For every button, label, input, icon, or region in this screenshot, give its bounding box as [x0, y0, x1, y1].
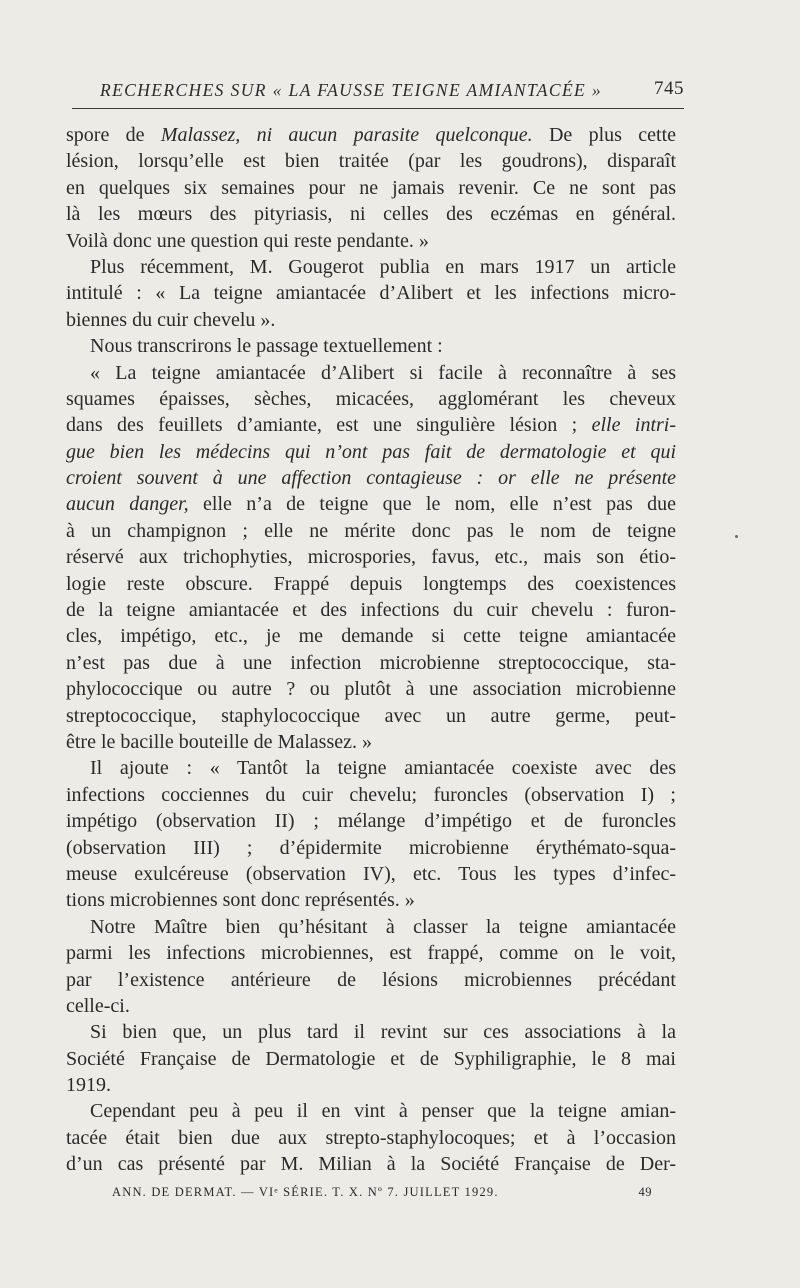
text-line: en quelques six semaines pour ne jamais revenir. Ce ne sont pas	[66, 176, 676, 199]
text-line: cles, impétigo, etc., je me demande si cette teigne amiantacée	[66, 625, 676, 648]
text-line: 1919.	[66, 1074, 111, 1097]
text-line: squames épaisses, sèches, micacées, agglomérant les cheveux	[66, 387, 676, 410]
text-line: là les mœurs des pityriasis, ni celles des eczémas en général.	[66, 203, 676, 226]
page-number: 745	[654, 78, 684, 99]
running-header	[72, 76, 684, 109]
text-line: Il ajoute : « Tantôt la teigne amiantacée coexiste avec des	[90, 757, 676, 780]
text-line: meuse exulcéreuse (observation IV), etc. Tous les types d’infec-	[66, 862, 676, 885]
text-line: croient souvent à une affection contagieuse : or elle ne présente	[66, 467, 676, 490]
text-line: impétigo (observation II) ; mélange d’impétigo et de furoncles	[66, 810, 676, 833]
text-line: Plus récemment, M. Gougerot publia en mars 1917 un article	[90, 255, 676, 278]
text-line: à un champignon ; elle ne mérite donc pas le nom de teigne	[66, 519, 676, 542]
text-line: Si bien que, un plus tard il revint sur ces associations à la	[90, 1021, 676, 1044]
text-line: Voilà donc une question qui reste pendante. »	[66, 229, 429, 252]
text-line: parmi les infections microbiennes, est frappé, comme on le voit,	[66, 942, 676, 965]
text-line: tacée était bien due aux strepto-staphylocoques; et à l’occasion	[66, 1126, 676, 1149]
text-line: de la teigne amiantacée et des infections du cuir chevelu : furon-	[66, 599, 676, 622]
text-line: Cependant peu à peu il en vint à penser que la teigne amian-	[90, 1100, 676, 1123]
text-line: tions microbiennes sont donc représentés. »	[66, 889, 415, 912]
journal-reference: ANN. DE DERMAT. — VIᵉ SÉRIE. T. X. Nº 7. JUILLET 1929.	[112, 1185, 499, 1199]
text-line: Société Française de Dermatologie et de Syphiligraphie, le 8 mai	[66, 1047, 676, 1070]
running-title: RECHERCHES SUR « LA FAUSSE TEIGNE AMIANTACÉE »	[100, 80, 603, 100]
text-line: biennes du cuir chevelu ».	[66, 308, 276, 331]
text-line: phylococcique ou autre ? ou plutôt à une association microbienne	[66, 678, 676, 701]
text-line: réservé aux trichophyties, microspories, favus, etc., mais son étio-	[66, 546, 676, 569]
text-line: d’un cas présenté par M. Milian à la Société Française de Der-	[66, 1153, 676, 1176]
signature-mark: 49	[638, 1185, 652, 1199]
paper-speck	[735, 535, 738, 538]
text-line: dans des feuillets d’amiante, est une singulière lésion ; elle intri-	[66, 414, 677, 437]
text-line: streptococcique, staphylococcique avec un autre germe, peut-	[66, 704, 676, 727]
text-line: celle-ci.	[66, 994, 130, 1017]
text-line: n’est pas due à une infection microbienne streptococcique, sta-	[66, 651, 676, 674]
text-line: spore de Malassez, ni aucun parasite quelconque. De plus cette	[66, 124, 676, 146]
text-line: (observation III) ; d’épidermite microbienne érythémato-squa-	[66, 836, 676, 859]
text-line: infections cocciennes du cuir chevelu; furoncles (observation I) ;	[66, 783, 676, 806]
text-line: aucun danger, elle n’a de teigne que le nom, elle n’est pas due	[66, 493, 676, 516]
text-line: gue bien les médecins qui n’ont pas fait de dermatologie et qui	[66, 440, 676, 463]
text-line: Notre Maître bien qu’hésitant à classer la teigne amiantacée	[90, 915, 676, 938]
body-text	[66, 122, 676, 1178]
text-line: être le bacille bouteille de Malassez. »	[66, 730, 372, 753]
text-line: Nous transcrirons le passage textuellement :	[90, 335, 443, 358]
text-line: « La teigne amiantacée d’Alibert si facile à reconnaître à ses	[90, 361, 676, 384]
text-line: logie reste obscure. Frappé depuis longtemps des coexistences	[66, 572, 676, 595]
text-line: par l’existence antérieure de lésions microbiennes précédant	[66, 968, 676, 991]
text-line: lésion, lorsqu’elle est bien traitée (par les goudrons), disparaît	[66, 150, 676, 173]
text-line: intitulé : « La teigne amiantacée d’Alibert et les infections micro-	[66, 282, 676, 305]
